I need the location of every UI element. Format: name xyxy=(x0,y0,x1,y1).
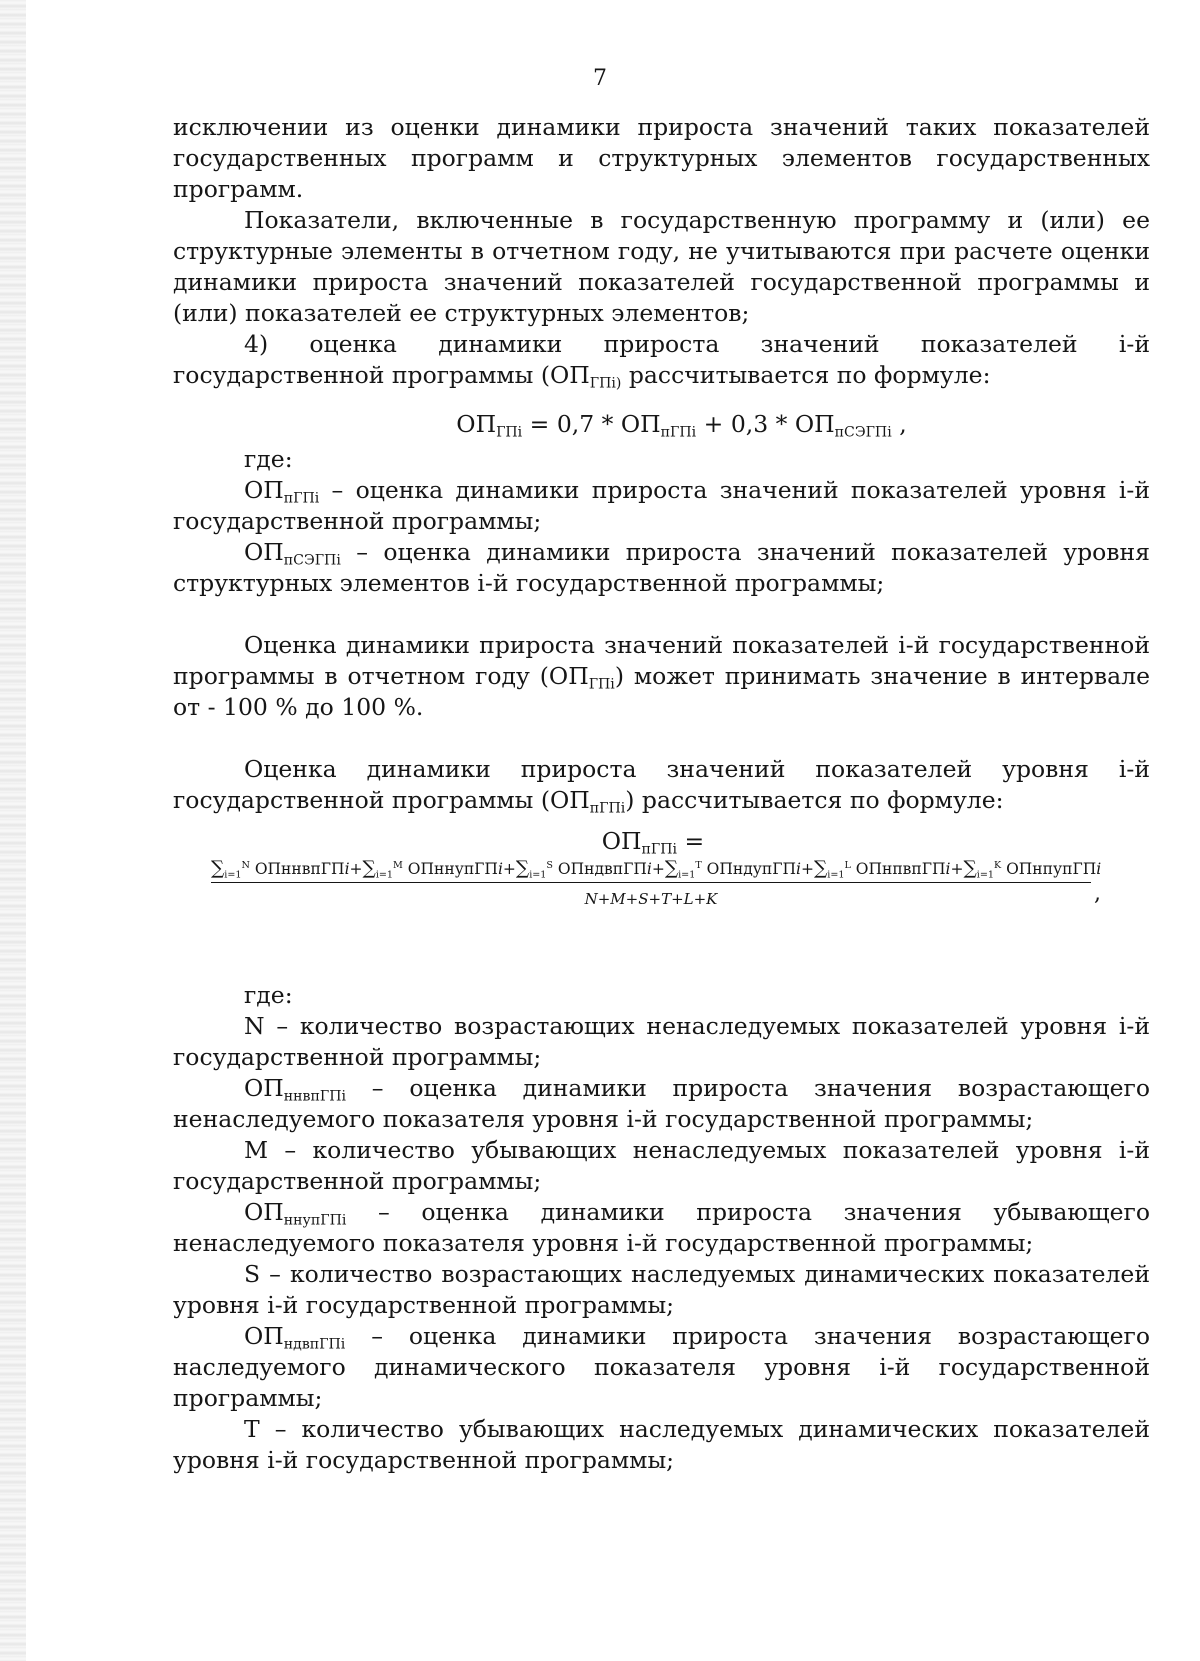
sum-plus: + xyxy=(950,860,964,878)
formula-1-mid: + 0,3 * ОП xyxy=(696,410,835,438)
sigma-symbol: ∑ xyxy=(515,858,530,879)
sum-upper-limit: L xyxy=(844,860,851,872)
definition-text: – оценка динамики прироста значения возрастающего ненаследуемого показателя уровня i-й государственной программы; xyxy=(173,1074,1150,1133)
sum-operand-tail: ГП xyxy=(320,860,345,878)
formula-1-term2-subscript: пСЭГПi xyxy=(834,424,892,441)
sum-operand-name: вп xyxy=(301,860,321,878)
formula-1-end: , xyxy=(891,410,907,438)
sigma-symbol: ∑ xyxy=(813,858,828,879)
sum-plus: + xyxy=(502,860,516,878)
formula-1-term1-subscript: пГПi xyxy=(660,424,697,441)
sigma-symbol: ∑ xyxy=(963,858,977,879)
sum-upper-limit: K xyxy=(993,860,1002,872)
definition-symbol: ОП xyxy=(244,538,284,566)
definition-symbol: ОП xyxy=(244,1074,284,1102)
paragraph-4-subscript: ГПi xyxy=(588,676,615,693)
paragraph-1: исключении из оценки динамики прироста значений таких показателей государственных программ и структурных элементов государственных программ. xyxy=(173,113,1150,203)
formula-2-lhs-symbol: ОП xyxy=(601,827,642,855)
sum-lower-limit: i=1 xyxy=(976,869,994,881)
definition-op-pgpi xyxy=(173,475,1150,537)
definition-t: T – количество убывающих наследуемых динамических показателей уровня i-й государственной программы; xyxy=(173,1415,1150,1474)
sum-lower-limit: i=1 xyxy=(678,869,696,881)
sum-plus: + xyxy=(800,860,814,878)
definition-op-nnupgpi xyxy=(173,1197,1150,1259)
sum-plus: + xyxy=(651,860,665,878)
definition-text: – оценка динамики прироста значений показателей уровня i-й государственной программы; xyxy=(173,476,1150,535)
definition-subscript: ннвпГПi xyxy=(283,1088,347,1105)
sum-operand-name: вп xyxy=(902,860,922,878)
definition-subscript: пСЭГПi xyxy=(283,552,341,569)
sum-operand-tail: ГП xyxy=(772,860,796,878)
formula-2-denominator: N+M+S+T+L+K xyxy=(584,890,718,908)
paragraph-4-text-b: ) может принимать значение в интервале от - 100 % до 100 %. xyxy=(173,662,1150,721)
sum-operand-name: уп xyxy=(1052,860,1073,878)
blank-line xyxy=(173,723,1150,754)
formula-2-numerator xyxy=(211,858,1102,883)
sum-upper-limit: N xyxy=(241,860,250,872)
sum-lower-limit: i=1 xyxy=(375,869,394,881)
sum-operand-prefix: ОПнд xyxy=(701,860,753,878)
formula-2-trailing-comma: , xyxy=(1094,881,1101,906)
definition-symbol: ОП xyxy=(244,1198,284,1226)
formula-2-sum-term xyxy=(963,858,1102,881)
sum-operand-index: i xyxy=(646,860,652,878)
formula-1-eq: = 0,7 * ОП xyxy=(522,410,661,438)
sigma-symbol: ∑ xyxy=(664,858,679,879)
sum-operand-tail: ГП xyxy=(474,860,498,878)
where-label-2: где: xyxy=(244,981,293,1009)
formula-1-lhs-subscript: ГПi xyxy=(496,424,523,441)
sum-lower-limit: i=1 xyxy=(529,869,547,881)
paragraph-3-text-b: рассчитывается по формуле: xyxy=(621,361,991,389)
definition-subscript: ндвпГПi xyxy=(283,1336,346,1353)
paragraph-3 xyxy=(173,329,1150,391)
blank-line xyxy=(173,599,1150,630)
sigma-symbol: ∑ xyxy=(211,858,225,879)
formula-2-sum-term xyxy=(515,858,665,881)
formula-1-lhs: ОП xyxy=(456,410,497,438)
paragraph-5-text-a: Оценка динамики прироста значений показателей уровня i-й государственной программы (ОП xyxy=(173,755,1150,814)
definition-op-nnvpgpi xyxy=(173,1073,1150,1135)
sum-operand-tail: ГП xyxy=(921,860,946,878)
sum-operand-tail: ГП xyxy=(623,860,647,878)
sum-upper-limit: S xyxy=(546,860,553,872)
sum-operand-index: i xyxy=(344,860,350,878)
sum-lower-limit: i=1 xyxy=(224,869,242,881)
formula-2-lhs-eq: = xyxy=(677,827,705,855)
definition-s: S – количество возрастающих наследуемых динамических показателей уровня i-й государственной программы; xyxy=(173,1260,1150,1319)
paragraph-3-text-a: 4) оценка динамики прироста значений показателей i-й государственной программы (ОП xyxy=(173,330,1150,389)
sum-operand-tail: ГП xyxy=(1072,860,1097,878)
sum-upper-limit: M xyxy=(393,860,403,872)
definition-subscript: пГПi xyxy=(283,490,320,507)
sum-operand-index: i xyxy=(945,860,951,878)
formula-2-lhs-subscript: пГПi xyxy=(641,841,678,858)
paragraph-4 xyxy=(173,630,1150,723)
definition-op-pseGpi xyxy=(173,537,1150,599)
sum-operand-prefix: ОПнн xyxy=(249,860,302,878)
sum-operand-index: i xyxy=(497,860,503,878)
formula-2 xyxy=(173,822,1150,948)
definition-m: M – количество убывающих ненаследуемых показателей уровня i-й государственной программы; xyxy=(173,1136,1150,1195)
sum-operand-prefix: ОПнп xyxy=(1001,860,1053,878)
sum-operand-name: вп xyxy=(604,860,624,878)
sum-operand-index: i xyxy=(796,860,801,878)
paragraph-4-text-a: Оценка динамики прироста значений показателей i-й государственной программы в отчетном году (ОП xyxy=(173,631,1150,690)
definition-symbol: ОП xyxy=(244,476,284,504)
sum-upper-limit: T xyxy=(695,860,702,872)
formula-2-sum-term xyxy=(362,858,516,881)
formula-2-sum-term xyxy=(211,858,363,881)
sum-operand-name: уп xyxy=(454,860,475,878)
definition-n: N – количество возрастающих ненаследуемых показателей уровня i-й государственной программы; xyxy=(173,1012,1150,1071)
sum-operand-name: уп xyxy=(752,860,773,878)
paragraph-2: Показатели, включенные в государственную программу и (или) ее структурные элементы в отчетном году, не учитываются при расчете оценки динамики прироста значений показателей государственной программы и (или) показателей ее структурных элементов; xyxy=(173,206,1150,327)
sum-operand-prefix: ОПнд xyxy=(552,860,605,878)
sum-operand-prefix: ОПнн xyxy=(402,860,455,878)
sigma-symbol: ∑ xyxy=(362,858,376,879)
scan-edge-artifact xyxy=(0,0,26,1661)
formula-2-lhs xyxy=(173,826,1133,857)
formula-2-sum-term xyxy=(664,858,814,881)
sum-operand-index: i xyxy=(1096,860,1102,878)
formula-1 xyxy=(213,409,1150,440)
sum-operand-prefix: ОПнп xyxy=(850,860,903,878)
paragraph-3-subscript: ГПi) xyxy=(589,375,622,392)
sum-lower-limit: i=1 xyxy=(827,869,845,881)
definition-text: – оценка динамики прироста значений показателей уровня структурных элементов i-й государственной программы; xyxy=(173,538,1150,597)
paragraph-5-subscript: пГПi xyxy=(589,800,626,817)
formula-2-sum-term xyxy=(813,858,964,881)
definition-subscript: ннупГПi xyxy=(283,1212,347,1229)
definition-op-ndvpgpi xyxy=(173,1321,1150,1414)
where-label-1: где: xyxy=(244,445,293,473)
paragraph-5 xyxy=(173,754,1150,816)
sum-plus: + xyxy=(349,860,363,878)
paragraph-5-text-b: ) рассчитывается по формуле: xyxy=(625,786,1004,814)
definition-text: – оценка динамики прироста значения возрастающего наследуемого динамического показателя уровня i-й государственной программы; xyxy=(173,1322,1150,1412)
document-body xyxy=(173,112,1150,1476)
page-number: 7 xyxy=(593,66,607,91)
definition-text: – оценка динамики прироста значения убывающего ненаследуемого показателя уровня i-й государственной программы; xyxy=(173,1198,1150,1257)
definition-symbol: ОП xyxy=(244,1322,284,1350)
